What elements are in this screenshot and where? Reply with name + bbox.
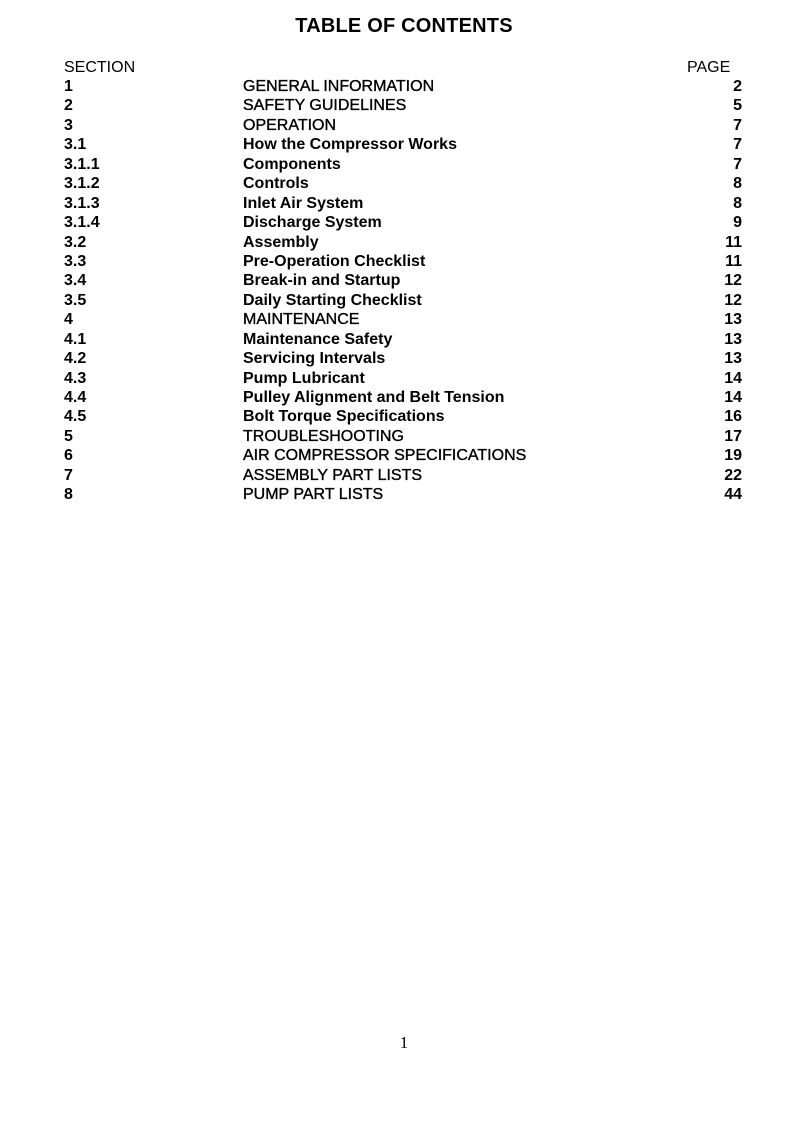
toc-page-number: 7: [733, 116, 742, 134]
toc-title: ASSEMBLY PART LISTS: [243, 466, 423, 484]
toc-page-number: 22: [724, 466, 742, 484]
toc-section-number: 4: [64, 311, 73, 329]
toc-page-number: 11: [725, 252, 742, 270]
toc-page-number: 13: [724, 330, 742, 348]
toc-entry[interactable]: [0, 291, 808, 310]
toc-entry[interactable]: [0, 407, 808, 426]
toc-page-number: 12: [724, 272, 742, 290]
toc-entry[interactable]: [0, 349, 808, 368]
toc-title: Pre-Operation Checklist: [243, 252, 426, 270]
toc-page-number: 8: [733, 175, 742, 193]
toc-title: How the Compressor Works: [243, 136, 457, 154]
toc-entry[interactable]: [0, 446, 808, 465]
toc-entry[interactable]: [0, 466, 808, 485]
toc-title: Assembly: [243, 233, 319, 251]
toc-title: Pump Lubricant: [243, 369, 365, 387]
toc-title: AIR COMPRESSOR SPECIFICATIONS: [243, 447, 527, 465]
toc-entry[interactable]: [0, 194, 808, 213]
toc-section-number: 1: [64, 78, 73, 95]
toc-entry[interactable]: [0, 310, 808, 329]
toc-section-number: 3.1.2: [64, 175, 100, 193]
toc-title: TROUBLESHOOTING: [243, 427, 404, 445]
toc-section-number: 2: [64, 97, 73, 115]
toc-page-number: 16: [724, 408, 742, 426]
table-of-contents: [0, 77, 808, 505]
toc-page-number: 7: [733, 155, 742, 173]
toc-entry[interactable]: [0, 174, 808, 193]
toc-section-number: 4.4: [64, 389, 87, 406]
toc-entry[interactable]: [0, 233, 808, 252]
toc-entry[interactable]: [0, 116, 808, 135]
toc-title: PUMP PART LISTS: [243, 486, 384, 504]
page-number: 1: [399, 1033, 409, 1052]
toc-title: Maintenance Safety: [243, 330, 393, 348]
toc-section-number: 3.2: [64, 233, 87, 251]
toc-page-number: 44: [724, 486, 742, 504]
toc-page-number: 7: [733, 136, 742, 154]
toc-section-number: 3.1.4: [64, 214, 100, 232]
toc-section-number: 4.3: [64, 369, 87, 387]
toc-title: Daily Starting Checklist: [243, 291, 422, 309]
toc-title: SAFETY GUIDELINES: [243, 97, 407, 115]
page-title: TABLE OF CONTENTS: [295, 15, 513, 37]
toc-entry[interactable]: [0, 271, 808, 290]
toc-page-number: 11: [725, 233, 742, 251]
toc-title: Controls: [243, 175, 309, 193]
toc-section-number: 4.2: [64, 350, 87, 368]
toc-page-number: 9: [733, 214, 742, 232]
toc-page-number: 17: [724, 427, 742, 445]
toc-section-number: 3.1.1: [64, 155, 100, 173]
toc-title: MAINTENANCE: [243, 311, 360, 329]
toc-title: GENERAL INFORMATION: [243, 78, 435, 95]
toc-page-number: 13: [724, 311, 742, 329]
toc-section-number: 5: [64, 427, 73, 445]
toc-entry[interactable]: [0, 77, 808, 96]
toc-entry[interactable]: [0, 155, 808, 174]
toc-section-number: 7: [64, 466, 73, 484]
toc-section-number: 3.1: [64, 136, 87, 154]
toc-page-number: 2: [733, 78, 742, 95]
toc-section-number: 4.5: [64, 408, 87, 426]
toc-entry[interactable]: [0, 485, 808, 504]
toc-section-number: 3.3: [64, 252, 87, 270]
section-column-header: SECTION: [64, 59, 136, 76]
toc-section-number: 3.1.3: [64, 194, 100, 212]
toc-title: Discharge System: [243, 214, 382, 232]
toc-entry[interactable]: [0, 427, 808, 446]
toc-page-number: 19: [724, 447, 742, 465]
toc-section-number: 3: [64, 116, 73, 134]
toc-section-number: 8: [64, 486, 73, 504]
toc-section-number: 3.4: [64, 272, 87, 290]
toc-page-number: 8: [733, 194, 742, 212]
toc-page-number: 13: [724, 350, 742, 368]
toc-title: Bolt Torque Specifications: [243, 408, 445, 426]
toc-page-number: 14: [724, 369, 742, 387]
toc-section-number: 6: [64, 447, 73, 465]
toc-title: Pulley Alignment and Belt Tension: [243, 389, 505, 406]
toc-page-number: 12: [724, 291, 742, 309]
toc-page-number: 14: [724, 389, 742, 406]
toc-title: Components: [243, 155, 341, 173]
toc-section-number: 3.5: [64, 291, 87, 309]
toc-title: OPERATION: [243, 116, 337, 134]
toc-title: Inlet Air System: [243, 194, 364, 212]
toc-title: Break-in and Startup: [243, 272, 401, 290]
page-column-header: PAGE: [687, 59, 731, 76]
toc-page-number: 5: [733, 97, 742, 115]
toc-entry[interactable]: [0, 252, 808, 271]
toc-entry[interactable]: [0, 330, 808, 349]
toc-entry[interactable]: [0, 96, 808, 115]
toc-entry[interactable]: [0, 369, 808, 388]
toc-entry[interactable]: [0, 135, 808, 154]
toc-title: Servicing Intervals: [243, 350, 386, 368]
toc-section-number: 4.1: [64, 330, 87, 348]
toc-entry[interactable]: [0, 388, 808, 407]
toc-entry[interactable]: [0, 213, 808, 232]
